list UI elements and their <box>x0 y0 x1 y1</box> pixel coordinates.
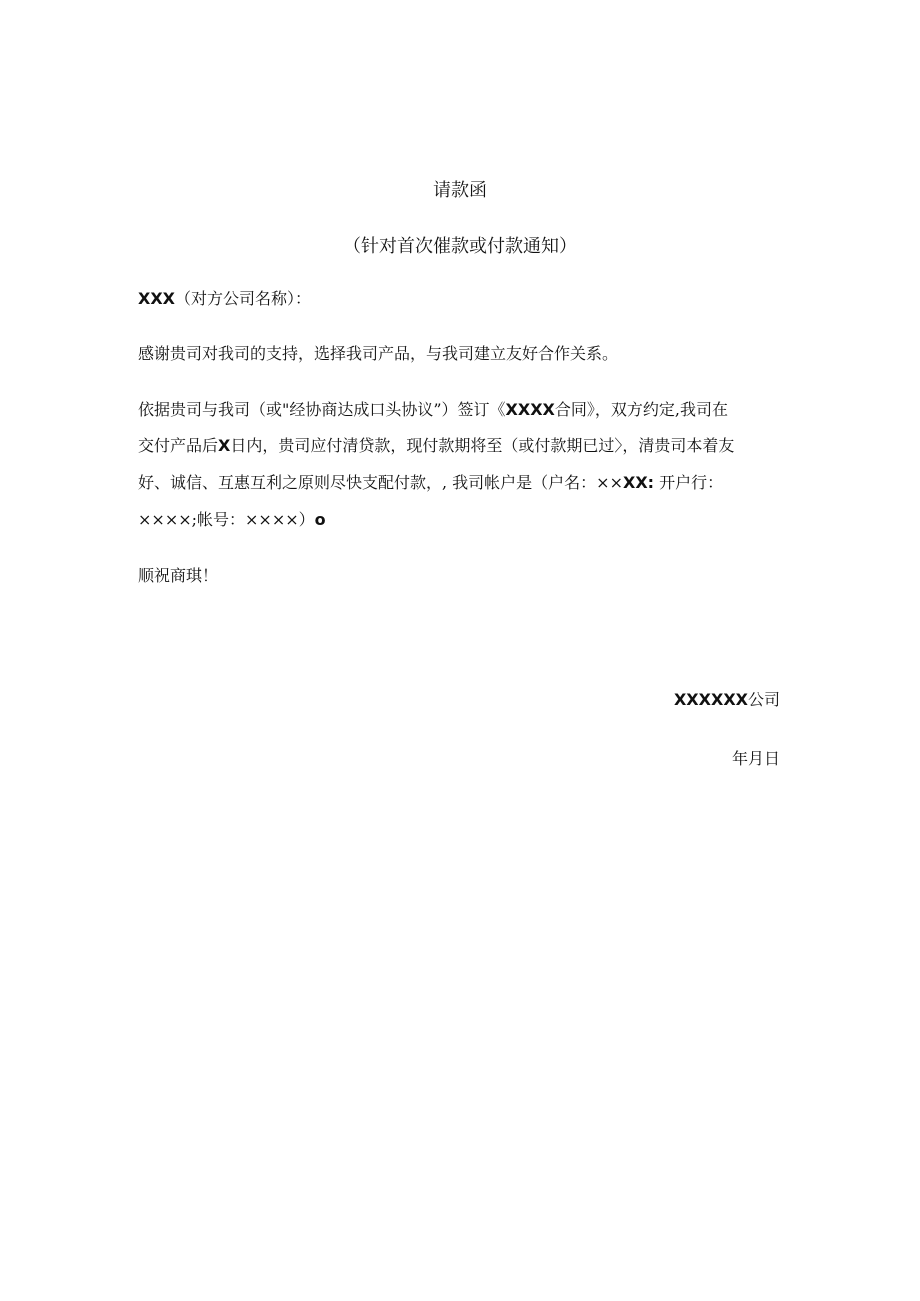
signature-date: 年月日 <box>731 749 780 768</box>
body-text: 好、诚信、互惠互利之原则尽快支配付款，, 我司帐户是（户名：×× <box>138 473 623 492</box>
body-line-3 <box>138 465 788 501</box>
body-line-4 <box>138 502 788 538</box>
document-title: 请款函 <box>433 180 487 201</box>
days-placeholder: X <box>218 436 231 455</box>
signature-company <box>674 682 780 718</box>
body-line-2 <box>138 428 788 464</box>
body-text: 交付产品后 <box>138 436 219 455</box>
closing-greeting: 顺祝商琪！ <box>138 566 219 585</box>
body-text: 合同》，双方约定,我司在 <box>554 400 728 419</box>
company-suffix: 公司 <box>747 690 780 709</box>
document-subtitle: （针对首次催款或付款通知） <box>343 236 577 257</box>
salutation <box>138 281 788 317</box>
body-text: 依据贵司与我司（或"经协商达成口头协议”）签订《 <box>138 400 506 419</box>
body-text: 日内，贵司应付清贷款，现付款期将至（或付款期已过〉，清贵司本着友 <box>230 436 735 455</box>
body-text: 开户行： <box>654 473 724 492</box>
sentence-end: o <box>314 510 326 529</box>
body-text: ××××;帐号：××××） <box>138 510 315 529</box>
recipient-name: XXX <box>138 289 176 308</box>
recipient-note: （对方公司名称）： <box>175 289 312 308</box>
company-name: XXXXXX <box>673 690 748 709</box>
thanks-paragraph: 感谢贵司对我司的支持，选择我司产品，与我司建立友好合作关系。 <box>138 344 619 363</box>
contract-name: XXXX <box>505 400 555 419</box>
body-line-1 <box>138 392 788 428</box>
account-name-placeholder: XX: <box>623 473 655 492</box>
